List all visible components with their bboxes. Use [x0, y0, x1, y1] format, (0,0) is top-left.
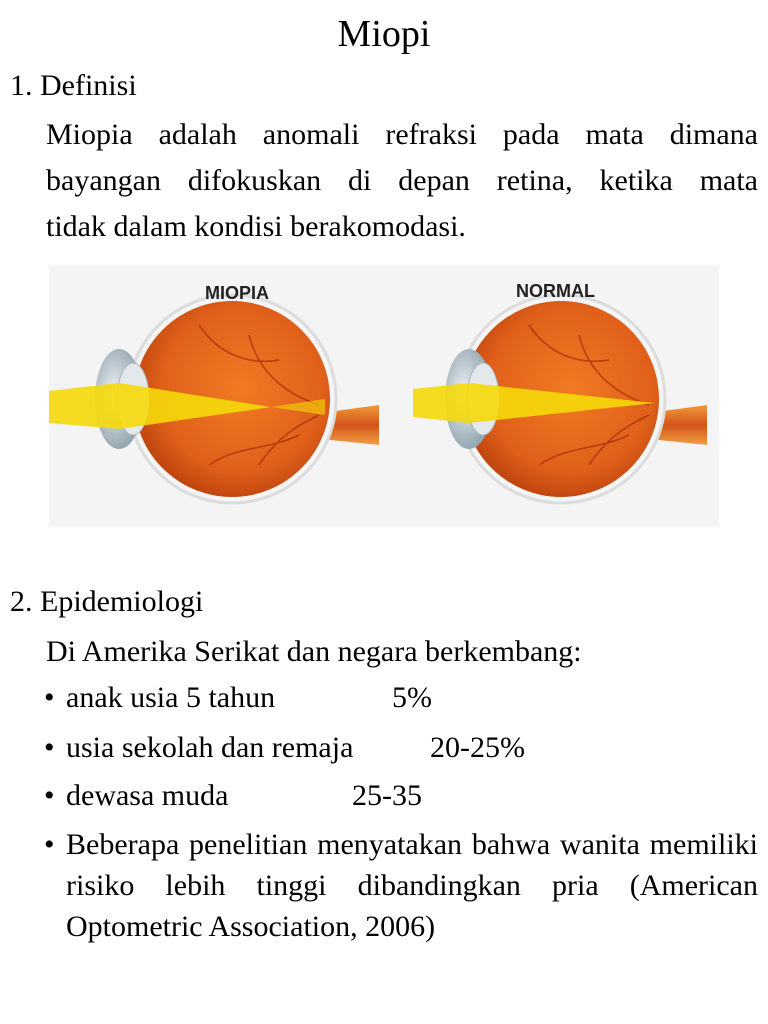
list-item — [44, 680, 544, 716]
list-item — [44, 730, 544, 766]
bullet-text: dewasa muda — [66, 779, 229, 812]
definition-line: Miopia adalah anomali refraksi pada mata dimana — [46, 118, 758, 151]
bullet-dot: • — [44, 828, 55, 861]
label-miopia: MIOPIA — [205, 283, 270, 303]
page-title: Miopi — [337, 13, 431, 55]
list-item — [44, 824, 758, 947]
bullet-value: 20-25% — [430, 731, 525, 764]
bullet-text: anak usia 5 tahun — [66, 681, 276, 714]
section-heading-epidemiologi: 2. Epidemiologi — [10, 585, 204, 618]
eye-diagram — [49, 265, 719, 527]
bullet-text-note: Beberapa penelitian menyatakan bahwa wanita memiliki risiko lebih tinggi dibandingkan pria (American Optometric Association, 2006) — [66, 828, 758, 943]
epidemiology-intro: Di Amerika Serikat dan negara berkembang: — [46, 635, 582, 668]
bullet-dot: • — [44, 681, 55, 714]
list-item — [44, 778, 544, 814]
definition-line: bayangan difokuskan di depan retina, ketika mata — [46, 164, 758, 197]
eye-diagram-figure — [49, 265, 719, 527]
bullet-text: usia sekolah dan remaja — [66, 731, 354, 764]
bullet-value: 5% — [392, 681, 432, 714]
bullet-value: 25-35 — [352, 779, 422, 812]
label-normal: NORMAL — [516, 281, 595, 301]
bullet-dot: • — [44, 779, 55, 812]
bullet-dot: • — [44, 731, 55, 764]
definition-paragraph — [46, 112, 758, 250]
section-heading-definisi: 1. Definisi — [10, 69, 137, 102]
definition-line: tidak dalam kondisi berakomodasi. — [46, 210, 466, 243]
